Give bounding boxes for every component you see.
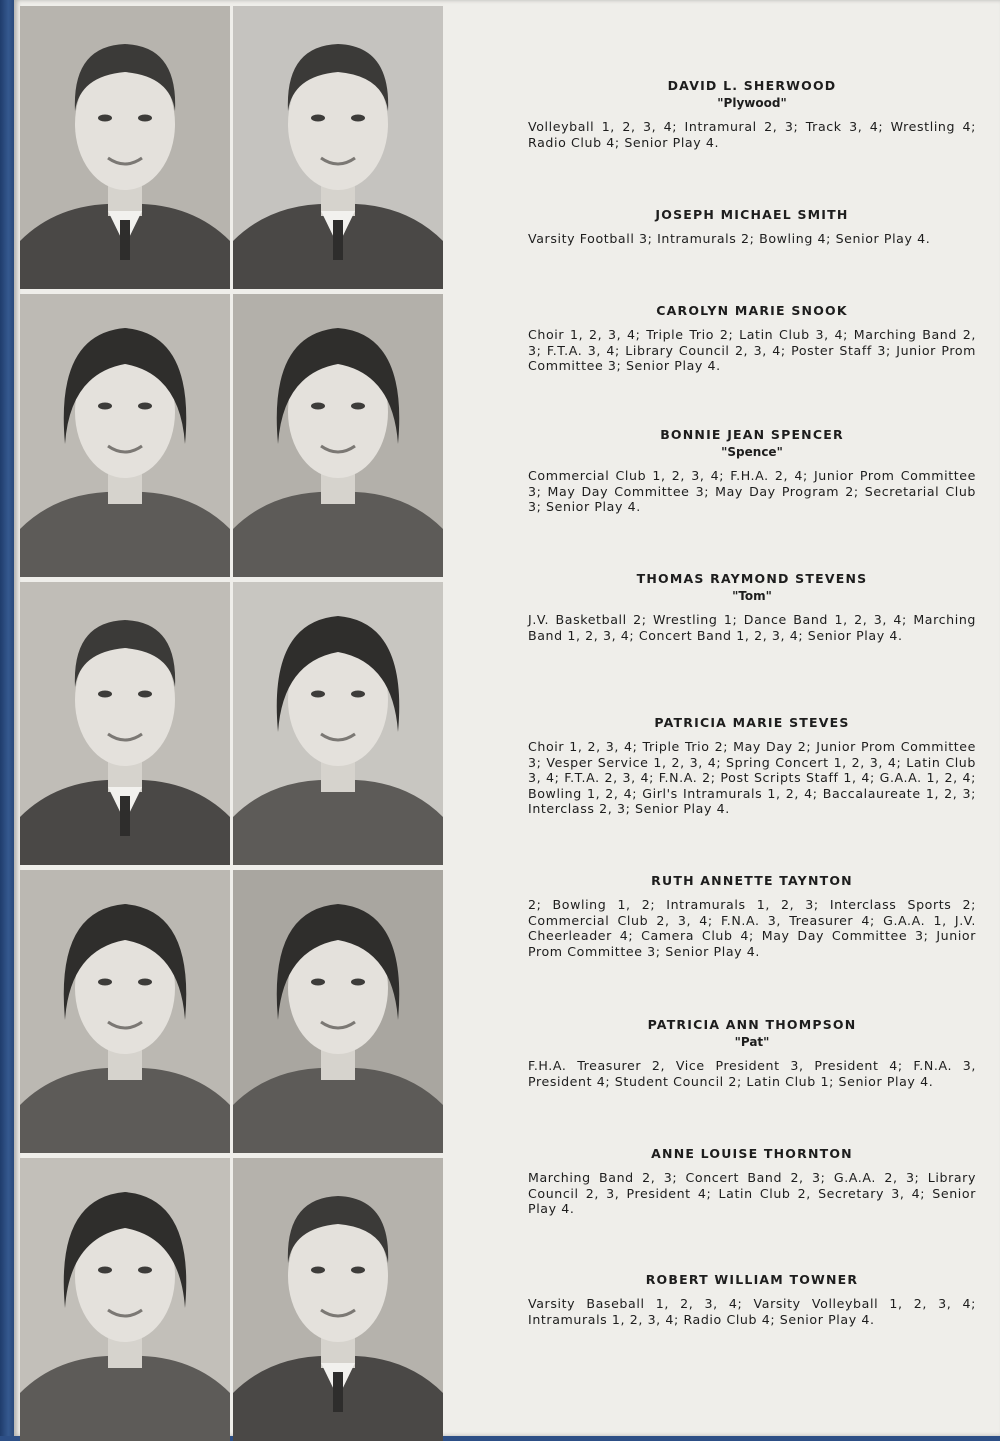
senior-entry [528,1146,976,1217]
portrait-photo [20,6,230,289]
senior-entry [528,571,976,643]
senior-entry [528,1017,976,1089]
portrait-photo [20,294,230,577]
portrait-photo [20,870,230,1153]
book-spine [0,0,14,1436]
student-name: DAVID L. SHERWOOD [667,78,837,93]
student-name: CAROLYN MARIE SNOOK [656,303,848,318]
senior-entry [528,427,976,515]
student-activities: Varsity Football 3; Intramurals 2; Bowling 4; Senior Play 4. [528,231,931,246]
portrait-photo [233,1158,443,1441]
student-activities: J.V. Basketball 2; Wrestling 1; Dance Band 1, 2, 3, 4; Marching Band 1, 2, 3, 4; Concert Band 1, 2, 3, 4; Senior Play 4. [528,612,976,643]
student-nickname: "Pat" [734,1035,770,1049]
student-name: JOSEPH MICHAEL SMITH [655,207,849,222]
student-activities: Varsity Baseball 1, 2, 3, 4; Varsity Volleyball 1, 2, 3, 4; Intramurals 1, 2, 3, 4; Radio Club 4; Senior Play 4. [528,1296,976,1327]
student-activities: Marching Band 2, 3; Concert Band 2, 3; G.A.A. 2, 3; Library Council 2, 3, President 4; Latin Club 2, Secretary 3, 4; Senior Play 4. [528,1170,976,1216]
senior-entry [528,1272,976,1327]
student-nickname: "Spence" [721,445,783,459]
student-activities: Choir 1, 2, 3, 4; Triple Trio 2; Latin Club 3, 4; Marching Band 2, 3; F.T.A. 3, 4; Library Council 2, 3, 4; Poster Staff 3; Junior Prom Committee 3; Senior Play 4. [528,327,976,373]
portrait-photo [20,582,230,865]
student-name: THOMAS RAYMOND STEVENS [636,571,868,586]
senior-entry [528,303,976,374]
student-name: BONNIE JEAN SPENCER [660,427,844,442]
portrait-photo [233,294,443,577]
student-activities: Commercial Club 1, 2, 3, 4; F.H.A. 2, 4; Junior Prom Committee 3; May Day Committee 3; May Day Program 2; Secretarial Club 3; Senior Play 4. [528,468,976,514]
student-nickname: "Tom" [732,589,772,603]
portrait-photo [233,6,443,289]
student-name: RUTH ANNETTE TAYNTON [651,873,853,888]
student-activities: Volleyball 1, 2, 3, 4; Intramural 2, 3; Track 3, 4; Wrestling 4; Radio Club 4; Senior Play 4. [528,119,976,150]
senior-entry [528,873,976,959]
senior-entry [528,207,976,247]
portrait-photo [233,582,443,865]
portrait-grid [20,6,442,1441]
student-activities: F.H.A. Treasurer 2, Vice President 3, President 4; F.N.A. 3, President 4; Student Council 2; Latin Club 1; Senior Play 4. [528,1058,976,1089]
student-activities: Choir 1, 2, 3, 4; Triple Trio 2; May Day 2; Junior Prom Committee 3; Vesper Service 1, 2, 3, 4; Spring Concert 1, 2, 3, 4; Latin Club 3, 4; F.T.A. 2, 3, 4; F.N.A. 2; Post Scripts Staff 1, 4; G.A.A. 1, 2, 4; Bowling 1, 2, 4; Girl's Intramurals 1, 2, 4; Baccalaureate 1, 2, 3; Interclass 2, 3; Senior Play 4. [528,739,976,816]
senior-entry [528,715,976,817]
student-name: PATRICIA MARIE STEVES [654,715,850,730]
portrait-photo [20,1158,230,1441]
student-activities: 2; Bowling 1, 2; Intramurals 1, 2, 3; Interclass Sports 2; Commercial Club 2, 3, 4; F.N.A. 3, Treasurer 4; G.A.A. 1, J.V. Cheerleader 4; Camera Club 4; May Day Committee 3; Junior Prom Committee 3; Senior Play 4. [528,897,976,959]
senior-entry [528,78,976,150]
student-nickname: "Plywood" [717,96,787,110]
student-name: ANNE LOUISE THORNTON [651,1146,853,1161]
student-name: PATRICIA ANN THOMPSON [647,1017,857,1032]
portrait-photo [233,870,443,1153]
student-name: ROBERT WILLIAM TOWNER [645,1272,859,1287]
